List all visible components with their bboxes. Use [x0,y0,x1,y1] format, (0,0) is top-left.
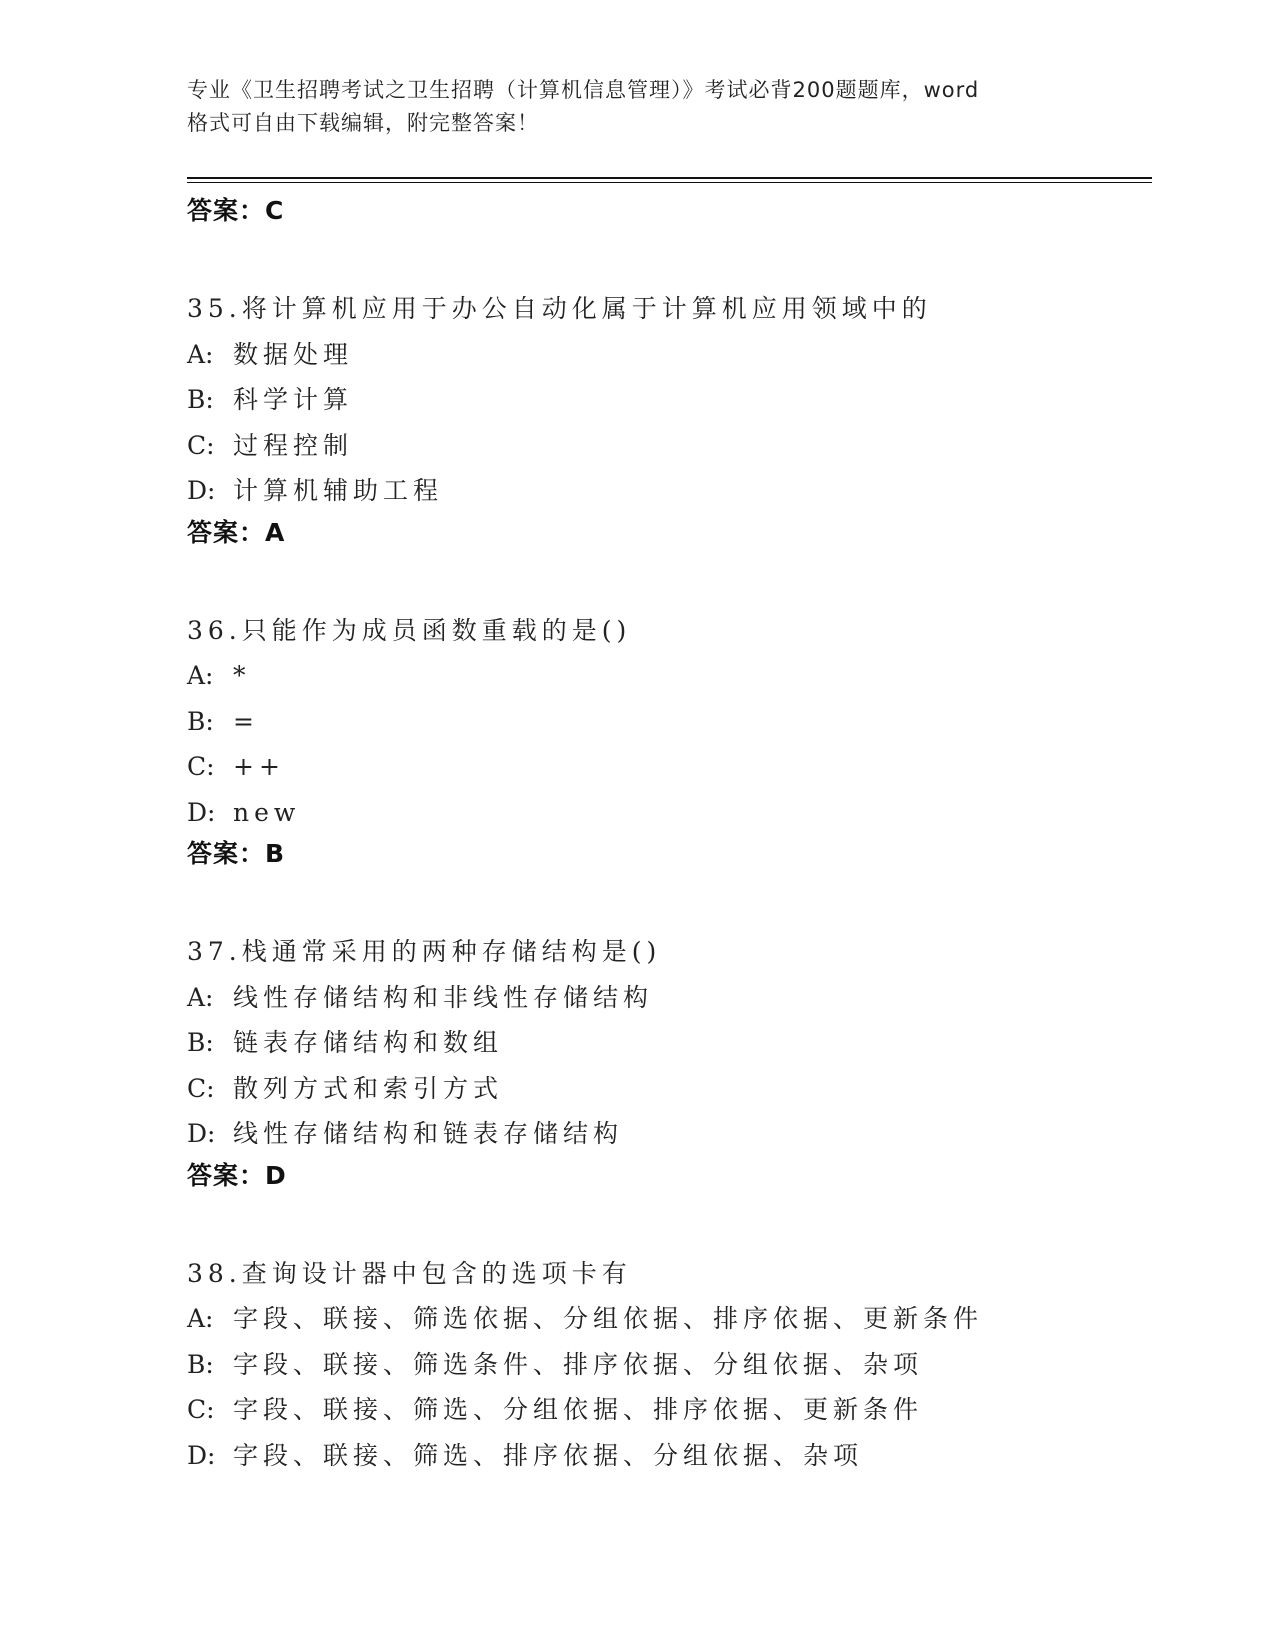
question-block [187,929,1152,1195]
option-a [187,653,1152,699]
option-key: D: [187,797,216,827]
option-text: * [233,661,251,690]
answer: 答案：D [187,1160,287,1190]
question-list [187,192,1152,1478]
answer: 答案：A [187,517,286,547]
option-text: 数据处理 [233,339,354,369]
option-text: 线性存储结构和链表存储结构 [233,1119,624,1148]
answer: 答案：B [187,839,286,868]
option-text: 散列方式和索引方式 [233,1073,504,1103]
question-title: 35.将计算机应用于办公自动化属于计算机应用领域中的 [187,294,932,323]
option-text: 科学计算 [233,385,354,414]
option-b [187,699,1152,745]
header-line-2: 格式可自由下载编辑，附完整答案！ [187,111,539,135]
option-key: B: [187,385,214,414]
option-a [187,975,1152,1021]
option-d [187,790,1152,836]
option-d [187,1111,1152,1157]
option-text: new [233,797,301,827]
option-key: C: [187,1395,215,1424]
option-text: 计算机辅助工程 [233,476,444,505]
option-text: 链表存储结构和数组 [233,1028,504,1057]
option-key: C: [187,1073,215,1103]
option-key: D: [187,1119,216,1148]
option-text: 线性存储结构和非线性存储结构 [233,982,654,1012]
option-text: = [233,706,259,736]
question-block [187,286,1152,552]
option-text: 字段、联接、筛选、分组依据、排序依据、更新条件 [233,1395,924,1424]
answer-previous-question: 答案：C [187,196,285,225]
option-b [187,377,1152,423]
question-block [187,1251,1152,1479]
header-line-1: 专业《卫生招聘考试之卫生招聘（计算机信息管理）》考试必背200题题库，word [187,78,980,102]
option-key: A: [187,339,214,369]
option-key: B: [187,706,214,736]
option-a [187,1296,1152,1342]
option-text: ++ [233,752,285,781]
question-title: 38.查询设计器中包含的选项卡有 [187,1258,632,1288]
option-text: 字段、联接、筛选依据、分组依据、排序依据、更新条件 [233,1304,984,1333]
question-title: 36.只能作为成员函数重载的是() [187,615,632,645]
option-text: 字段、联接、筛选条件、排序依据、分组依据、杂项 [233,1349,924,1379]
option-b [187,1342,1152,1388]
option-d [187,468,1152,514]
option-key: A: [187,982,214,1012]
option-b [187,1020,1152,1066]
option-key: A: [187,1304,214,1333]
question-title: 37.栈通常采用的两种存储结构是() [187,937,662,966]
option-key: C: [187,430,215,460]
option-key: A: [187,661,214,690]
option-c [187,1387,1152,1433]
header-rule-thin [187,182,1152,183]
option-c [187,744,1152,790]
option-key: C: [187,752,215,781]
option-key: D: [187,476,216,505]
option-c [187,423,1152,469]
option-a [187,332,1152,378]
option-key: B: [187,1349,214,1379]
option-c [187,1066,1152,1112]
header-rule-thick [187,177,1152,179]
document-header [187,74,1107,140]
option-text: 字段、联接、筛选、排序依据、分组依据、杂项 [233,1440,864,1470]
option-key: D: [187,1440,216,1470]
option-d [187,1433,1152,1479]
question-block [187,608,1152,874]
option-key: B: [187,1028,214,1057]
option-text: 过程控制 [233,430,354,460]
